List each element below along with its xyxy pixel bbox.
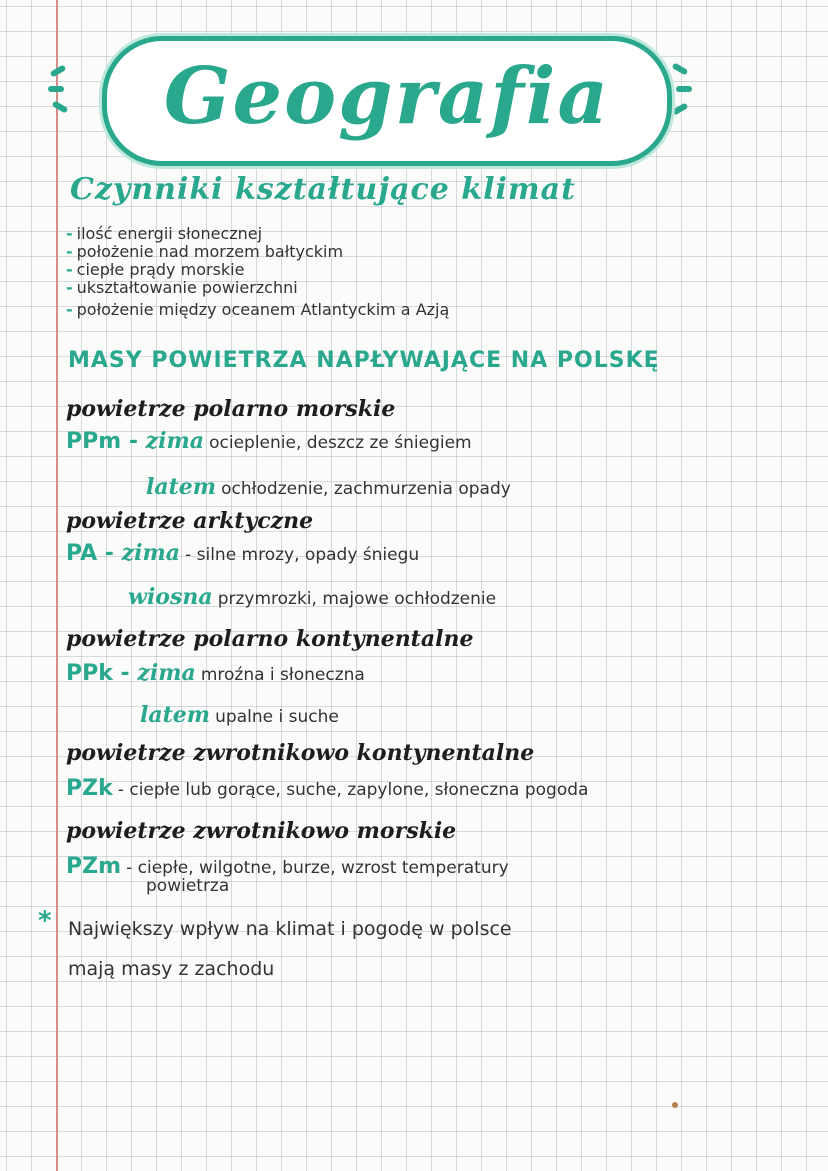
sparkle-icon [672,102,689,115]
mass-row [66,854,509,879]
season-label: zima [145,428,205,454]
separator: - [97,541,122,566]
mass-row [66,428,472,454]
list-item: - ukształtowanie powierzchni [66,278,298,297]
season-label: zima [121,540,180,566]
mass-row [66,660,365,686]
sparkle-icon [52,100,69,113]
sparkle-icon [676,86,692,92]
category-title: powietrze polarno morskie [66,396,396,422]
note-line: Największy wpływ na klimat i pogodę w polsce [68,918,512,940]
season-label: latem [140,702,211,728]
season-label: zima [137,660,196,686]
list-item: - położenie nad morzem bałtyckim [66,242,344,261]
mass-row [146,474,511,500]
mass-description-continued: powietrza [146,876,230,896]
mass-row [140,702,339,728]
category-title: powietrze zwrotnikowo kontynentalne [66,740,535,766]
mass-row [128,584,496,610]
list-item-text: ukształtowanie powierzchni [76,278,298,297]
mass-row [66,540,419,566]
list-item-text: ciepłe prądy morskie [76,260,245,279]
note-line: mają masy z zachodu [68,958,275,980]
title-frame [102,36,672,166]
list-item-text: położenie między oceanem Atlantyckim a Azją [76,300,450,319]
mass-description: ochłodzenie, zachmurzenia opady [221,479,511,499]
mass-description: upalne i suche [215,707,339,727]
mass-description: przymrozki, majowe ochłodzenie [217,589,497,609]
mass-description: - ciepłe, wilgotne, burze, wzrost temperatury [126,858,509,878]
mass-description: ocieplenie, deszcz ze śniegiem [209,433,472,453]
mass-description: - ciepłe lub gorące, suche, zapylone, słoneczna pogoda [117,780,589,800]
mass-description: mroźna i słoneczna [200,665,365,685]
mass-code: PZk [66,776,113,801]
season-label: latem [146,474,217,500]
sparkle-icon [48,86,64,92]
mass-code: PA [66,541,98,566]
separator: - [121,429,146,454]
list-item: - położenie między oceanem Atlantyckim a Azją [66,300,450,319]
category-title: powietrze zwrotnikowo morskie [66,818,457,844]
sparkle-icon [672,62,689,75]
mass-code: PPm [66,429,122,454]
mass-code: PPk [66,661,113,686]
mass-description: - silne mrozy, opady śniegu [185,545,420,565]
separator: - [112,661,138,686]
page-title: Geografia [163,51,611,142]
list-item-text: ilość energii słonecznej [76,224,263,243]
masses-heading: MASY POWIETRZA NAPŁYWAJĄCE NA POLSKĘ [68,348,660,373]
title-banner [40,16,720,186]
factors-heading: Czynniki kształtujące klimat [70,172,576,207]
asterisk-icon: * [38,906,52,936]
list-item: - ilość energii słonecznej [66,224,263,243]
sparkle-icon [50,64,67,77]
mass-row [66,776,588,801]
list-item-text: położenie nad morzem bałtyckim [76,242,344,261]
category-title: powietrze arktyczne [66,508,314,534]
mass-code: PZm [66,854,121,879]
list-item: - ciepłe prądy morskie [66,260,245,279]
season-label: wiosna [128,584,213,610]
category-title: powietrze polarno kontynentalne [66,626,474,652]
ink-dot [672,1102,678,1108]
